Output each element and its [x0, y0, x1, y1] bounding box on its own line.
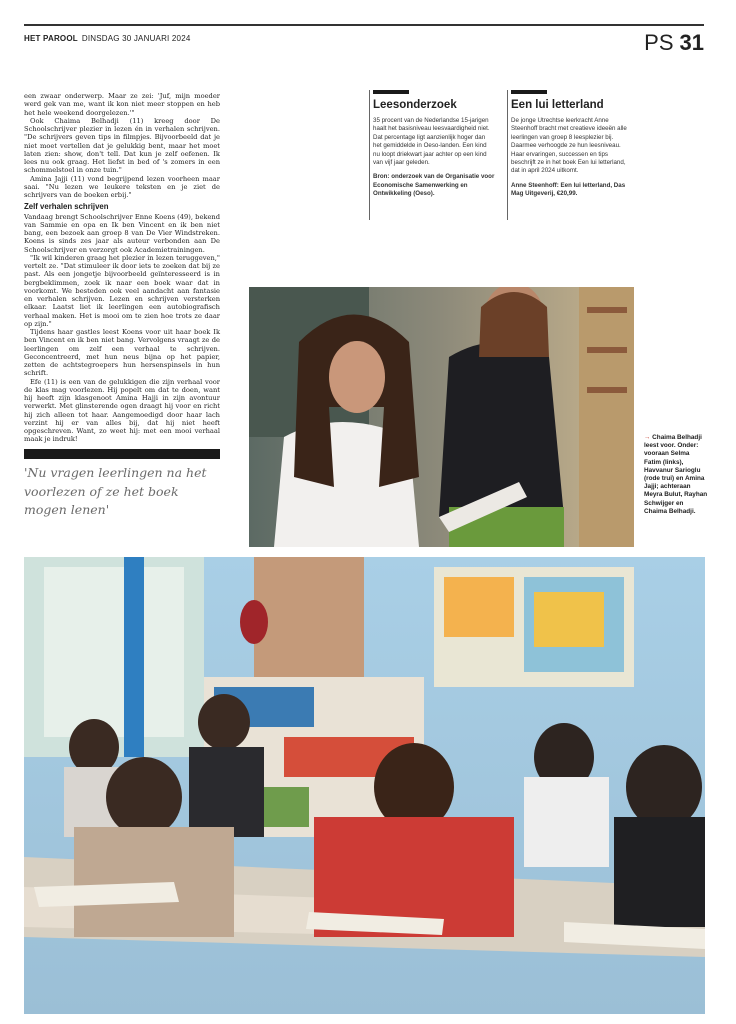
article-paragraph: "Ik wil kinderen graag het plezier in lezen teruggeven," vertelt ze. "Dat stimuleer ik door iets te zoeken dat bij ze past. Als een jongetje bijvoorbeeld geïnteresseerd is in bergbeklimmen, zoek ik naar een boek waar dat in voorkomt. We besteden ook veel aandacht aan fantasie en verhalen schrijven. Lezen en schrijven versterken elkaar. Laatst liet ik leerlingen een autobiografisch verhaal maken. Het is mooi om te zien hoe trots ze daar op zijn." — [24, 253, 220, 328]
header-rule — [24, 24, 704, 26]
box-title: Een lui letterland — [511, 99, 604, 111]
box-bar — [511, 90, 547, 94]
caption-text: Chaima Belhadji leest voor. Onder: vooraan Selma Fatim (links), Havvanur Sarioglu (rode trui) en Amina Jajji; achteraan Meyra Bulut, Rayhan Schwijger en Chaima Belhadji. — [644, 434, 708, 515]
box-text: De jonge Utrechtse leerkracht Anne Steenhoff bracht met creatieve ideeën alle leerlingen van groep 8 leesplezier bij. Daarmee verhoogde ze hun leesniveau. Haar ervaringen, successen en tips beschrijft ze in het boek Een lui letterland, dat in april 2024 uitkomt. — [511, 117, 627, 175]
photo-classroom — [24, 557, 705, 1014]
box-divider — [369, 90, 370, 220]
photo-classroom-image — [24, 557, 705, 1014]
page-number — [644, 30, 704, 56]
article-paragraph: Amina Jajji (11) vond begrijpend lezen voorheen maar saai. "Nu lezen we leukere teksten en je ziet de schrijvers van de boeken erbij." — [24, 174, 220, 199]
article-column — [24, 92, 220, 444]
caption-arrow-icon: → — [644, 434, 651, 441]
page-number-value: 31 — [679, 30, 704, 55]
section-label: PS — [644, 30, 674, 55]
pullquote: 'Nu vragen leerlingen na het voorlezen of ze het boek mogen lenen' — [24, 465, 207, 517]
article-subhead: Zelf verhalen schrijven — [24, 202, 109, 212]
article-paragraph: Vandaag brengt Schoolschrijver Enne Koens (49), bekend van Sammie en opa en Ik ben Vincent en ik ben niet bang, een bezoek aan groep 8 van De Vier Windstreken. Koens is sinds zes jaar als auteur verbonden aan De Schoolschrijver en verzorgt ook Academietrainingen. — [24, 212, 220, 254]
photo-caption — [644, 434, 708, 516]
box-source: Anne Steenhoff: Een lui letterland, Das Mag Uitgeverij, €20,99. — [511, 181, 626, 198]
info-box-leesonderzoek — [373, 90, 495, 199]
paper-name: HET PAROOL — [24, 34, 78, 43]
box-bar — [373, 90, 409, 94]
box-text: 35 procent van de Nederlandse 15-jarigen haalt het basisniveau leesvaardigheid niet. Dat percentage ligt aanzienlijk hoger dan het gemiddelde in Oeso-landen. Een kind nu loopt driekwart jaar achter op een kind van vijf jaar geleden. — [373, 117, 490, 167]
box-divider — [507, 90, 508, 220]
issue-date: DINSDAG 30 JANUARI 2024 — [81, 34, 191, 43]
box-source: Bron: onderzoek van de Organisatie voor Economische Samenwerking en Ontwikkeling (Oeso). — [373, 173, 495, 198]
article-paragraph: Ook Chaima Belhadji (11) kreeg door De Schoolschrijver plezier in lezen én in verhalen schrijven. "De schrijvers geven tips in filmpjes. Bijvoorbeeld dat je niet moet vertellen dat je gelukkig bent, maar het moet laten zien: show, don't tell. Dat kun je zelf oefenen. Ik lees nu ook graag. Het liefst in bed of 's zomers in een schommelstoel in onze tuin." — [24, 116, 220, 175]
info-box-lui-letterland — [511, 90, 633, 199]
photo-reading-aloud-image — [249, 287, 634, 547]
pullquote-rule — [24, 449, 220, 459]
photo-reading-aloud — [249, 287, 634, 547]
article-paragraph: Tijdens haar gastles leest Koens voor uit haar boek Ik ben Vincent en ik ben niet bang. Vervolgens vraagt ze de leerlingen om zelf een verhaal te schrijven. Geconcentreerd, met hun neus bijna op het papier, zetten de achtstegroepers hun hersenspinsels in hun schrift. — [24, 328, 220, 378]
article-paragraph: een zwaar onderwerp. Maar ze zei: 'Juf, mijn moeder werd gek van me, want ik kon niet meer stoppen en heb het hele weekend doorgelezen.'" — [24, 92, 220, 117]
article-paragraph: Efe (11) is een van de gelukkigen die zijn verhaal voor de klas mag voorlezen. Hij popelt om dat te doen, want hij heeft zijn klasgenoot Amina Hajji in zijn avontuur verwerkt. Met glinsterende ogen draagt hij voor en richt hij zich alleen tot haar. Aangemoedigd door haar lach verzint hij er van alles bij, dat hij niet heeft opgeschreven. Want, zo weet hij: met een mooi verhaal maak je indruk! — [24, 377, 220, 444]
box-title: Leesonderzoek — [373, 99, 457, 111]
masthead — [24, 34, 191, 43]
